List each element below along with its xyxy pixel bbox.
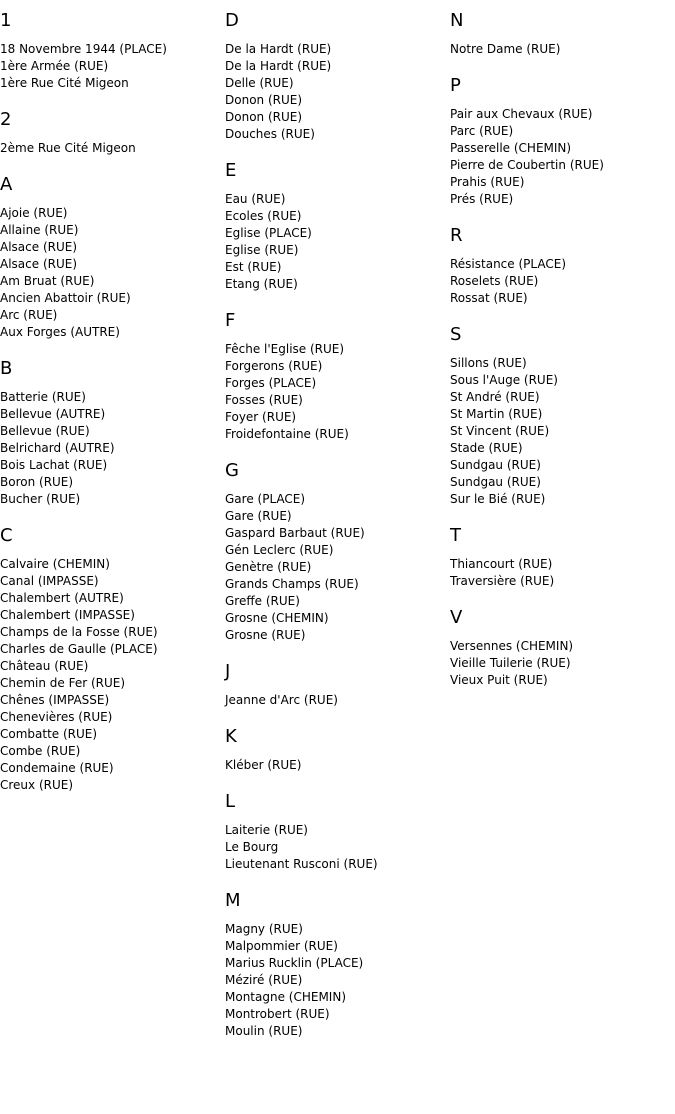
street-list-item[interactable]: Marius Rucklin (PLACE) [225,956,364,970]
section-letter-heading: R [450,225,463,246]
section-letter-heading: G [225,460,239,481]
street-list-item[interactable]: Jeanne d'Arc (RUE) [225,693,338,707]
street-list-item[interactable]: 1ère Rue Cité Migeon [0,76,129,90]
street-list-item[interactable]: Sundgau (RUE) [450,458,541,472]
street-list-item[interactable]: Chalembert (IMPASSE) [0,608,135,622]
street-list [450,355,675,508]
street-list [225,822,450,873]
street-list-item[interactable]: Grosne (CHEMIN) [225,611,329,625]
street-list [0,205,225,341]
street-list-item[interactable]: Kléber (RUE) [225,758,302,772]
street-list-item[interactable]: Donon (RUE) [225,93,303,107]
street-list-item[interactable]: 18 Novembre 1944 (PLACE) [0,42,167,56]
street-list-item[interactable]: Château (RUE) [0,659,89,673]
street-list-item[interactable]: Moulin (RUE) [225,1024,303,1038]
street-list [450,638,675,689]
street-list-item[interactable]: Batterie (RUE) [0,390,86,404]
street-list-item[interactable]: Genètre (RUE) [225,560,312,574]
street-list [0,41,225,92]
street-list-item[interactable]: Chemin de Fer (RUE) [0,676,126,690]
street-list-item[interactable]: Passerelle (CHEMIN) [450,141,572,155]
street-list-item[interactable]: Montagne (CHEMIN) [225,990,346,1004]
index-column [450,10,675,706]
street-list-item[interactable]: Arc (RUE) [0,308,58,322]
street-list-item[interactable]: 1ère Armée (RUE) [0,59,109,73]
street-list-item[interactable]: Lieutenant Rusconi (RUE) [225,857,378,871]
section-letter-heading: 1 [0,10,12,31]
section-letter-heading: J [225,661,231,682]
street-list-item[interactable]: Combatte (RUE) [0,727,98,741]
street-list-item[interactable]: Grosne (RUE) [225,628,306,642]
index-column [0,10,225,811]
street-list-item[interactable]: Chalembert (AUTRE) [0,591,124,605]
street-list-item[interactable]: Ajoie (RUE) [0,206,68,220]
street-list-item[interactable]: Condemaine (RUE) [0,761,114,775]
letter-section [0,109,225,157]
letter-section [450,525,675,590]
letter-section [0,525,225,794]
letter-section [225,791,450,873]
street-list-item[interactable]: Gén Leclerc (RUE) [225,543,334,557]
street-list-item[interactable]: Froidefontaine (RUE) [225,427,349,441]
street-list-item[interactable]: Sous l'Auge (RUE) [450,373,558,387]
street-list-item[interactable]: Versennes (CHEMIN) [450,639,574,653]
street-list-item[interactable]: De la Hardt (RUE) [225,42,332,56]
section-letter-heading: B [0,358,13,379]
section-letter-heading: C [0,525,13,546]
street-list-item[interactable]: Malpommier (RUE) [225,939,338,953]
street-list-item[interactable]: Boron (RUE) [0,475,74,489]
street-list-item[interactable]: Grands Champs (RUE) [225,577,359,591]
letter-section [0,358,225,508]
letter-section [450,75,675,208]
letter-section [450,10,675,58]
street-list-item[interactable]: Montrobert (RUE) [225,1007,330,1021]
section-letter-heading: D [225,10,239,31]
street-list-item[interactable]: Bellevue (RUE) [0,424,90,438]
street-list [225,41,450,143]
letter-section [225,310,450,443]
street-list-item[interactable]: Eglise (RUE) [225,243,299,257]
street-list-item[interactable]: Eau (RUE) [225,192,286,206]
street-list-item[interactable]: Forges (PLACE) [225,376,317,390]
street-list-item[interactable]: Charles de Gaulle (PLACE) [0,642,158,656]
street-list-item[interactable]: Sillons (RUE) [450,356,527,370]
street-list-item[interactable]: Eglise (PLACE) [225,226,312,240]
street-list-item[interactable]: Ancien Abattoir (RUE) [0,291,131,305]
section-letter-heading: L [225,791,236,812]
street-list [225,491,450,644]
street-list-item[interactable]: Douches (RUE) [225,127,315,141]
letter-section [450,324,675,508]
street-list-item[interactable]: Bucher (RUE) [0,492,81,506]
street-list-item[interactable]: Calvaire (CHEMIN) [0,557,110,571]
street-list-item[interactable]: Chenevières (RUE) [0,710,113,724]
street-list-item[interactable]: Pair aux Chevaux (RUE) [450,107,593,121]
street-list-item[interactable]: Vieux Puit (RUE) [450,673,548,687]
street-list-item[interactable]: Delle (RUE) [225,76,294,90]
section-letter-heading: N [450,10,464,31]
street-list-item[interactable]: Combe (RUE) [0,744,81,758]
street-list [450,556,675,590]
street-list [225,341,450,443]
street-list-item[interactable]: Sundgau (RUE) [450,475,541,489]
street-list-item[interactable]: Creux (RUE) [0,778,74,792]
street-list-item[interactable]: Gare (PLACE) [225,492,306,506]
street-list [225,757,450,774]
street-list-item[interactable]: Résistance (PLACE) [450,257,566,271]
street-list-item[interactable]: St Martin (RUE) [450,407,543,421]
street-list-item[interactable]: 2ème Rue Cité Migeon [0,141,136,155]
street-list-item[interactable]: Foyer (RUE) [225,410,297,424]
section-letter-heading: P [450,75,461,96]
letter-section [225,460,450,644]
section-letter-heading: K [225,726,237,747]
street-list-item[interactable]: Rossat (RUE) [450,291,528,305]
section-letter-heading: S [450,324,462,345]
street-list-item[interactable]: Allaine (RUE) [0,223,79,237]
street-list-item[interactable]: Est (RUE) [225,260,282,274]
street-list [450,256,675,307]
section-letter-heading: E [225,160,237,181]
street-list-item[interactable]: Prés (RUE) [450,192,514,206]
street-list-item[interactable]: Notre Dame (RUE) [450,42,561,56]
street-list-item[interactable]: Forgerons (RUE) [225,359,323,373]
street-list-item[interactable]: Magny (RUE) [225,922,303,936]
street-list-item[interactable]: Am Bruat (RUE) [0,274,95,288]
street-list [0,140,225,157]
street-list-item[interactable]: St Vincent (RUE) [450,424,550,438]
street-list [225,191,450,293]
street-list-item[interactable]: Le Bourg [225,840,279,854]
street-list-item[interactable]: Fosses (RUE) [225,393,303,407]
street-list-item[interactable]: Etang (RUE) [225,277,298,291]
letter-section [225,726,450,774]
street-list [225,921,450,1040]
street-list-item[interactable]: Gare (RUE) [225,509,292,523]
street-list-item[interactable]: Belrichard (AUTRE) [0,441,115,455]
section-letter-heading: A [0,174,13,195]
street-list-item[interactable]: Bellevue (AUTRE) [0,407,106,421]
street-list [225,692,450,709]
street-list-item[interactable]: Gaspard Barbaut (RUE) [225,526,365,540]
letter-section [0,10,225,92]
section-letter-heading: F [225,310,236,331]
street-list-item[interactable]: Alsace (RUE) [0,257,78,271]
street-list [0,556,225,794]
street-list [450,41,675,58]
street-list-item[interactable]: Champs de la Fosse (RUE) [0,625,158,639]
section-letter-heading: 2 [0,109,12,130]
street-list-item[interactable]: Donon (RUE) [225,110,303,124]
section-letter-heading: M [225,890,241,911]
street-list-item[interactable]: Roselets (RUE) [450,274,539,288]
letter-section [225,890,450,1040]
street-list-item[interactable]: Pierre de Coubertin (RUE) [450,158,604,172]
letter-section [450,607,675,689]
street-list [450,106,675,208]
street-list-item[interactable]: Stade (RUE) [450,441,523,455]
street-list-item[interactable]: Méziré (RUE) [225,973,303,987]
street-list-item[interactable]: Vieille Tuilerie (RUE) [450,656,571,670]
street-list-item[interactable]: Alsace (RUE) [0,240,78,254]
street-list-item[interactable]: Thiancourt (RUE) [450,557,553,571]
street-list-item[interactable]: Parc (RUE) [450,124,514,138]
street-list-item[interactable]: Sur le Bié (RUE) [450,492,546,506]
letter-section [450,225,675,307]
street-list-item[interactable]: Canal (IMPASSE) [0,574,99,588]
letter-section [225,160,450,293]
street-list-item[interactable]: Aux Forges (AUTRE) [0,325,120,339]
letter-section [225,10,450,143]
street-list-item[interactable]: Greffe (RUE) [225,594,300,608]
street-list-item[interactable]: Fêche l'Eglise (RUE) [225,342,345,356]
street-list-item[interactable]: Prahis (RUE) [450,175,525,189]
letter-section [225,661,450,709]
letter-section [0,174,225,341]
street-list-item[interactable]: Chênes (IMPASSE) [0,693,110,707]
street-list-item[interactable]: Bois Lachat (RUE) [0,458,108,472]
section-letter-heading: T [450,525,461,546]
street-list-item[interactable]: Laiterie (RUE) [225,823,308,837]
street-list-item[interactable]: St André (RUE) [450,390,540,404]
street-list-item[interactable]: Traversière (RUE) [450,574,555,588]
street-list-item[interactable]: De la Hardt (RUE) [225,59,332,73]
index-column [225,10,450,1057]
section-letter-heading: V [450,607,463,628]
street-list [0,389,225,508]
street-list-item[interactable]: Ecoles (RUE) [225,209,302,223]
